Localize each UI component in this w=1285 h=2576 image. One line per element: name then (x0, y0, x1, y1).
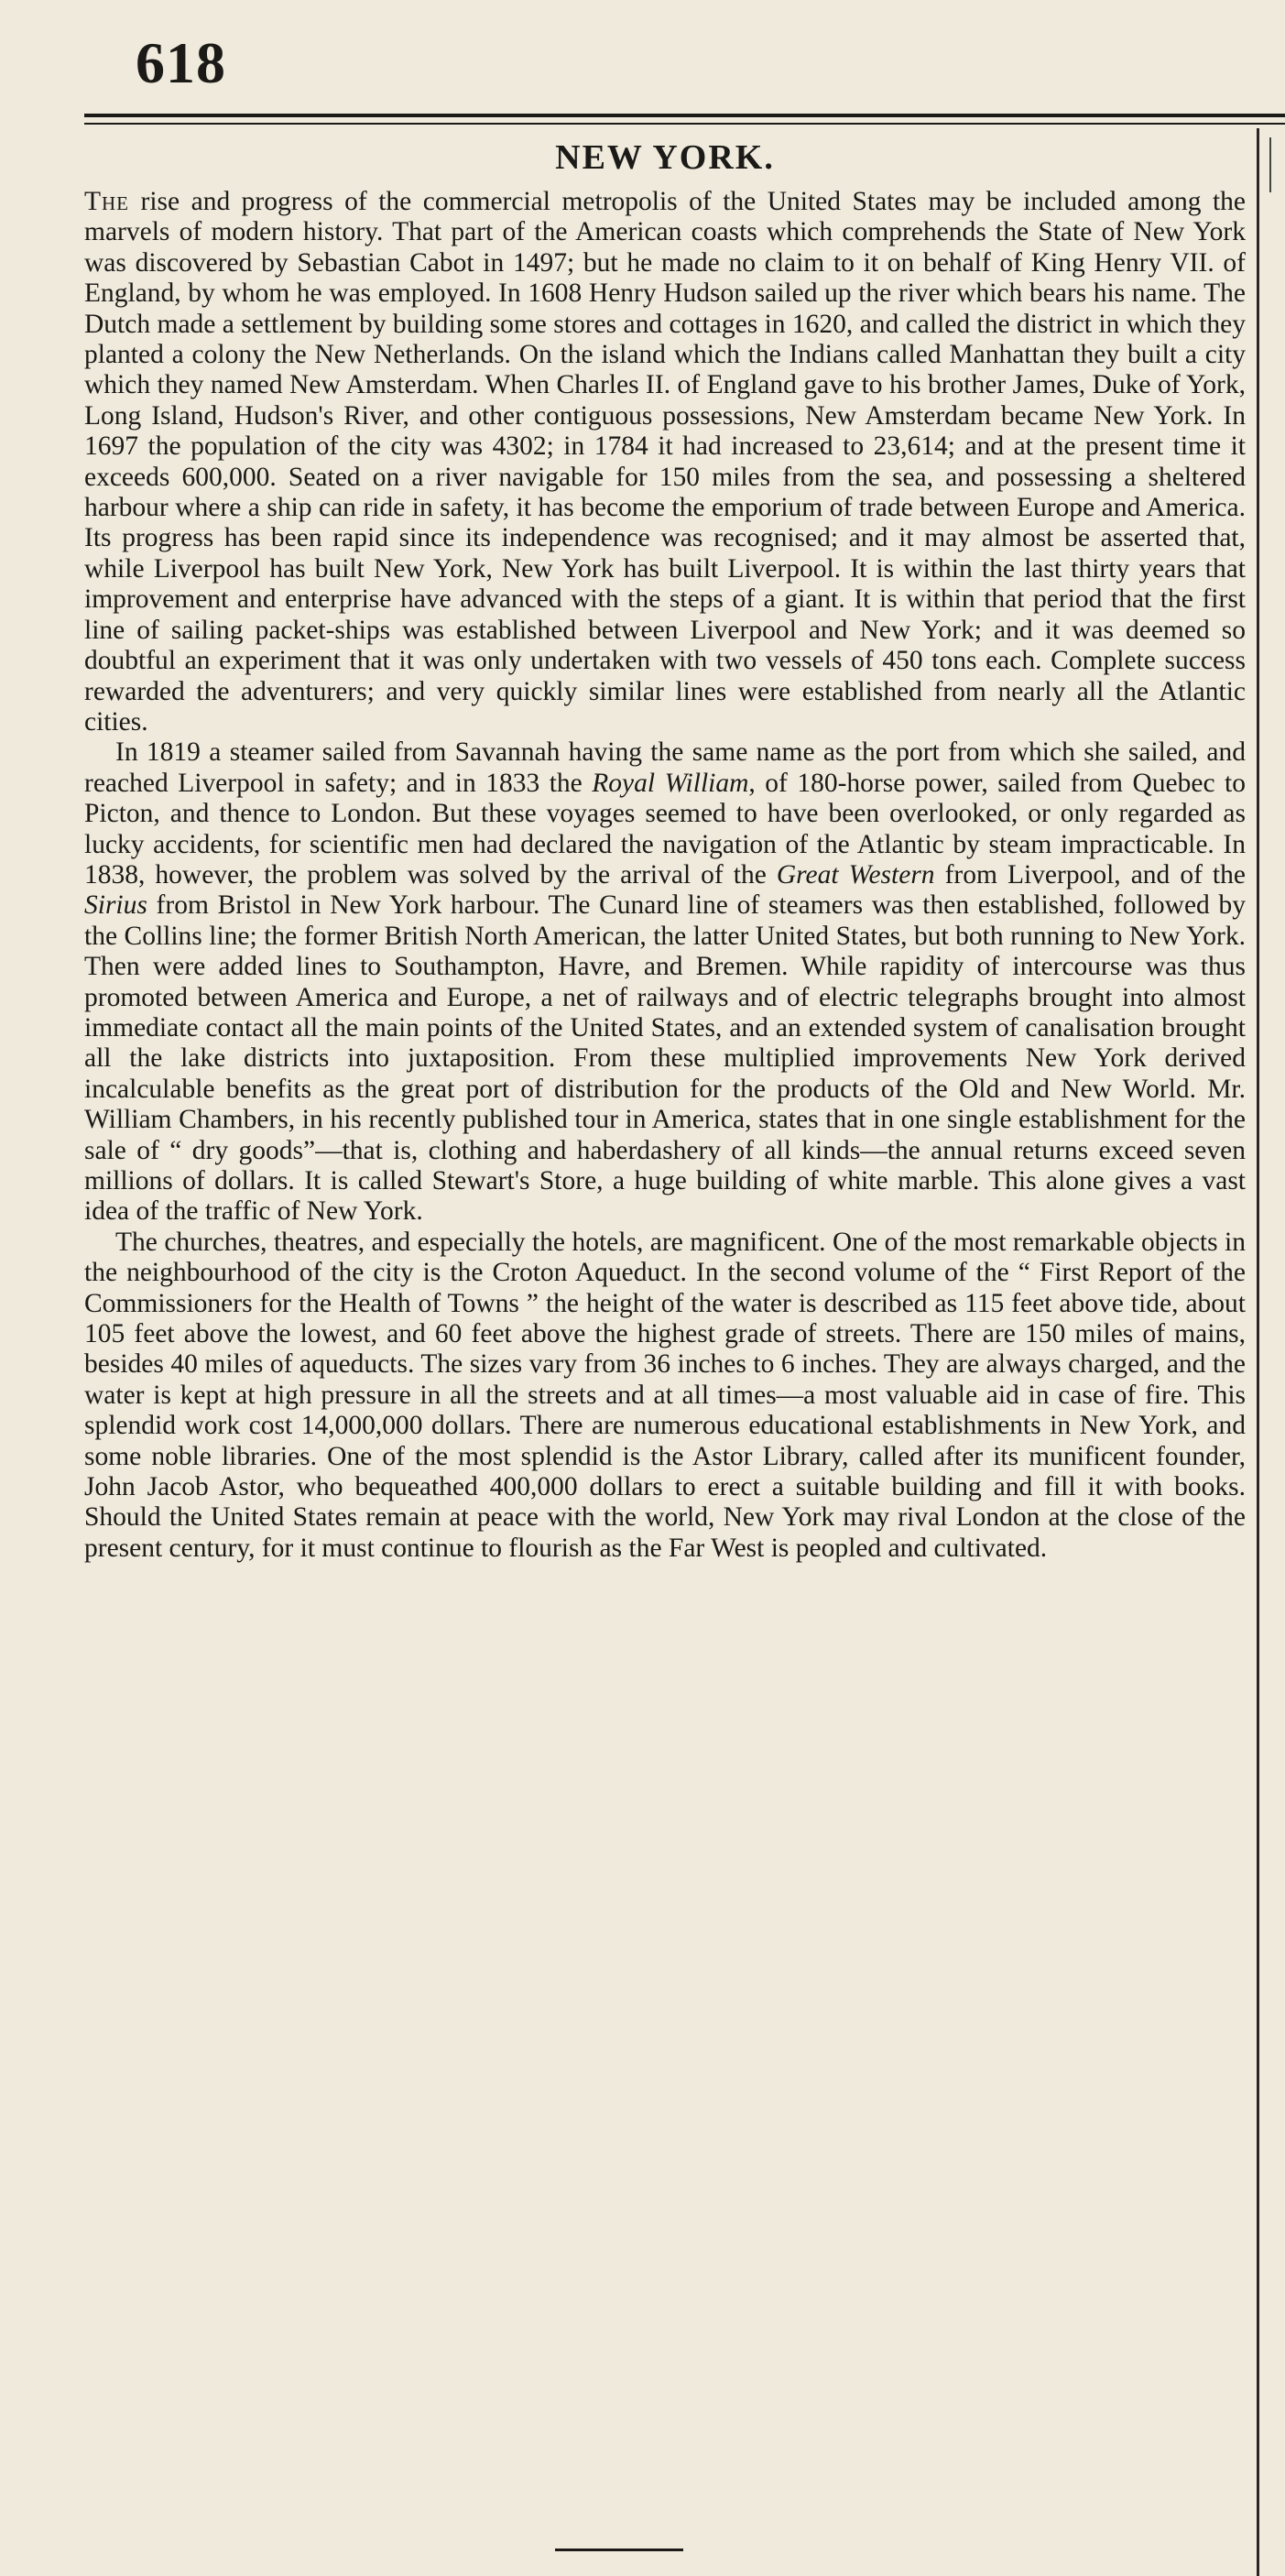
text-run: In 1819 a steamer sailed from Savannah having the same name as the port from which she sailed, and reached Liverpool in safety; and in 1833 the (84, 737, 1246, 798)
paragraph (84, 737, 1246, 1228)
article (84, 134, 1246, 1564)
text-run: from Liverpool, and of the (934, 859, 1246, 890)
header-rule-thick (84, 114, 1285, 117)
text-run: from Bristol in New York harbour. The Cunard line of steamers was then established, followed by the Collins line; the former British North American, the latter United States, but both running to New York. Then were added lines to Southampton, Havre, and Bremen. While rapidity of intercourse was thus promoted between America and Europe, a net of railways and of electric telegraphs brought into almost immediate contact all the main points of the United States, and an extended system of canalisation brought all the lake districts into juxtaposition. From these multiplied improvements New York derived incalculable benefits as the great port of distribution for the products of the Old and New World. Mr. William Chambers, in his recently published tour in America, states that in one single establishment for the sale of “ dry goods”—that is, clothing and haberdashery of all kinds—the annual returns exceed seven millions of dollars. It is called Stewart's Store, a huge building of white marble. This alone gives a vast idea of the traffic of New York. (84, 890, 1246, 1227)
article-body (84, 187, 1246, 1564)
ship-name: Royal William (592, 768, 749, 798)
text-run: rise and progress of the commercial metropolis of the United States may be included among the marvels of modern history. That part of the American coasts which comprehends the State of New York was discovered by Sebastian Cabot in 1497; but he made no claim to it on behalf of King Henry VII. of England, by whom he was employed. In 1608 Henry Hudson sailed up the river which bears his name. The Dutch made a settlement by building some stores and cottages in 1620, and called the district in which they planted a colony the New Netherlands. On the island which the Indians called Manhattan they built a city which they named New Amsterdam. When Charles II. of England gave to his brother James, Duke of York, Long Island, Hudson's River, and other contiguous possessions, New Amsterdam became New York. In 1697 the population of the city was 4302; in 1784 it had increased to 23,614; and at the present time it exceeds 600,000. Seated on a river navigable for 150 miles from the sea, and possessing a sheltered harbour where a ship can ride in safety, it has become the emporium of trade between Europe and America. Its progress has been rapid since its independence was recognised; and it may almost be asserted that, while Liverpool has built New York, New York has built Liverpool. It is within the last thirty years that improvement and enterprise have advanced with the steps of a giant. It is within that period that the first line of sailing packet-ships was established between Liverpool and New York; and it was deemed so doubtful an experiment that it was only undertaken with two vessels of 450 tons each. Complete success rewarded the adventurers; and very quickly similar lines were established from nearly all the Atlantic cities. (84, 187, 1246, 737)
text-run: , of 180-horse power, sailed from Quebec to Picton, and thence to London. But these voyages seemed to have been overlooked, or only regarded as lucky accidents, for scientific men had declared the navigation of the Atlantic by steam impracticable. In 1838, however, the problem was solved by the arrival of the (84, 768, 1246, 890)
ship-name: Sirius (84, 890, 147, 921)
paragraph (84, 1228, 1246, 1564)
lead-word: The (84, 187, 130, 216)
ship-name: Great Western (776, 859, 935, 890)
header-rule-thin (84, 123, 1285, 125)
page-number: 618 (136, 30, 226, 95)
end-rule (555, 2549, 683, 2551)
column-divider (1257, 128, 1259, 2576)
text-run: The churches, theatres, and especially the hotels, are magnificent. One of the most remarkable objects in the neighbourhood of the city is the Croton Aqueduct. In the second volume of the “ First Report of the Commissioners for the Health of Towns ” the height of the water is described as 115 feet above tide, about 105 feet above the lowest, and 60 feet above the highest grade of streets. There are 150 miles of mains, besides 40 miles of aqueducts. The sizes vary from 36 inches to 6 inches. They are always charged, and the water is kept at high pressure in all the streets and at all times—a most valuable aid in case of fire. This splendid work cost 14,000,000 dollars. There are numerous educational establishments in New York, and some noble libraries. One of the most splendid is the Astor Library, called after its munificent founder, John Jacob Astor, who bequeathed 400,000 dollars to erect a suitable building and fill it with books. Should the United States remain at peace with the world, New York may rival London at the close of the present century, for it must continue to flourish as the Far West is peopled and cultivated. (84, 1227, 1246, 1563)
article-title: NEW YORK. (555, 138, 775, 177)
paragraph (84, 187, 1246, 737)
adjacent-column-edge (1269, 137, 1271, 192)
